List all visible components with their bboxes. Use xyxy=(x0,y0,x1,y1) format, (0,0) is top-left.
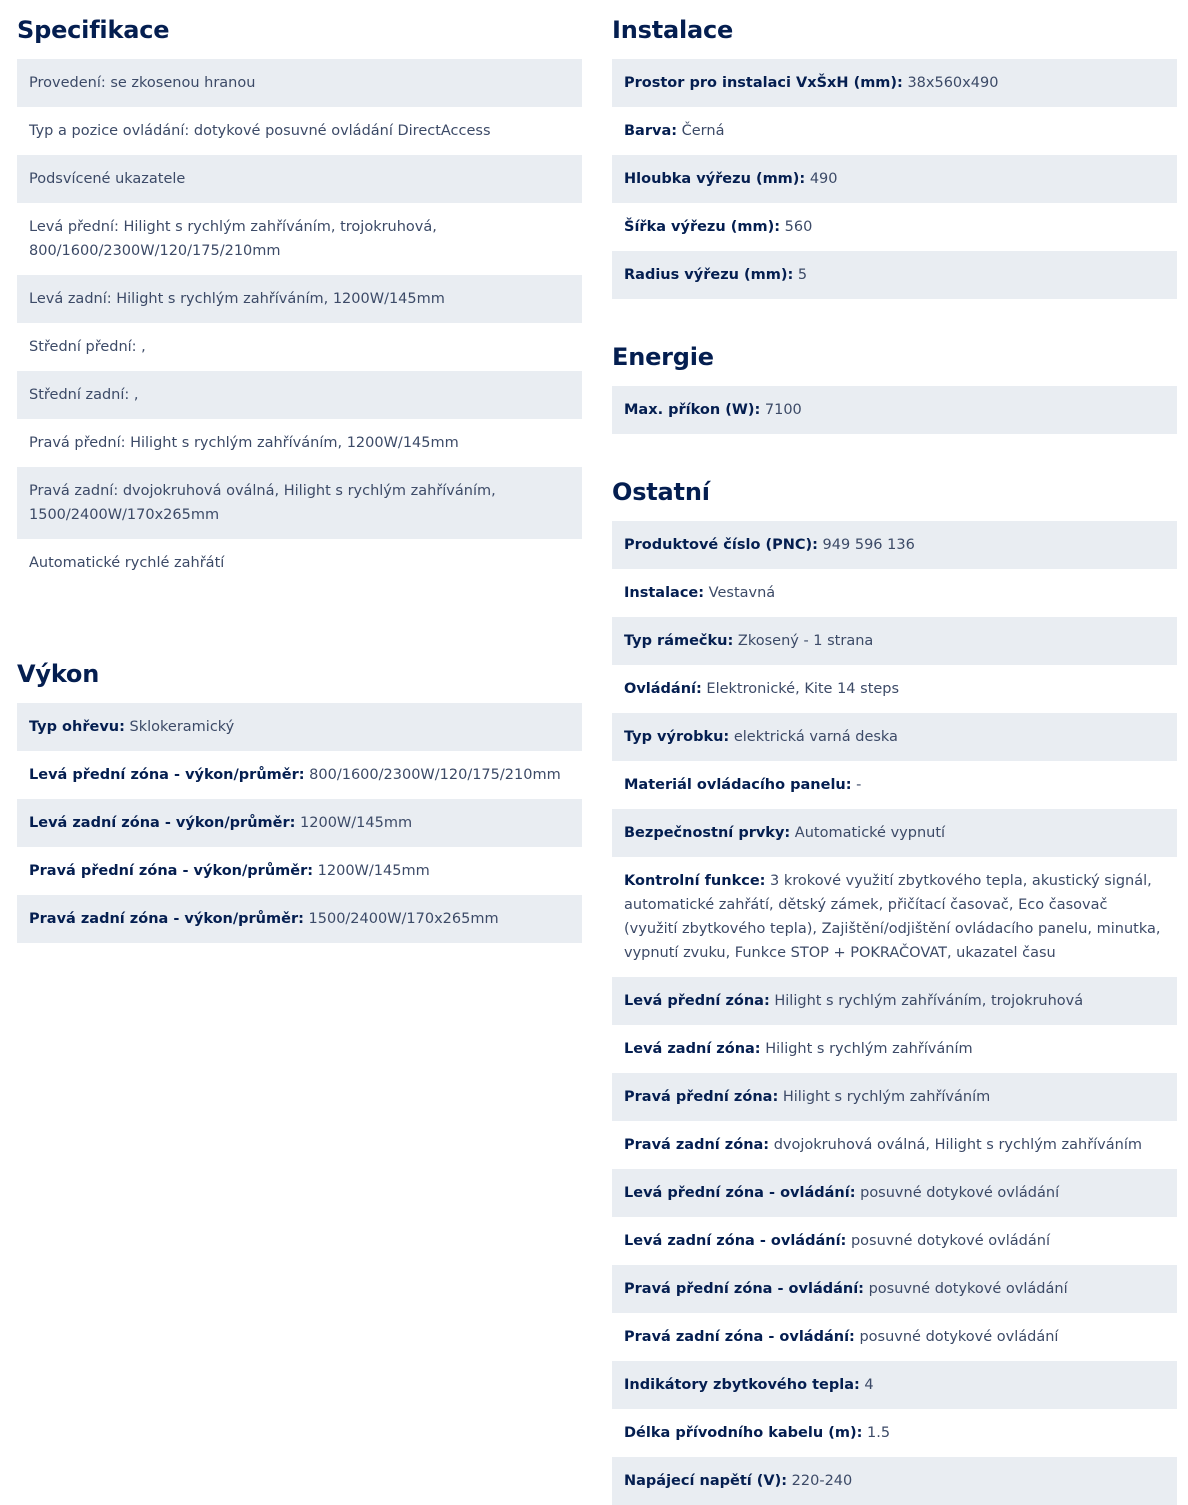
row-value: - xyxy=(851,777,862,793)
section-title-vykon: Výkon xyxy=(17,660,100,688)
row-value: 1200W/145mm xyxy=(313,863,430,879)
ostatni-row xyxy=(612,1025,1177,1073)
row-value: 800/1600/2300W/120/175/210mm xyxy=(304,767,561,783)
ostatni-row xyxy=(612,569,1177,617)
ostatni-row xyxy=(612,1457,1177,1505)
row-value: dvojokruhová oválná, Hilight s rychlým zahříváním xyxy=(769,1137,1142,1153)
row-label: Levá přední zóna - výkon/průměr: xyxy=(29,767,305,783)
ostatni-row xyxy=(612,1073,1177,1121)
ostatni-row xyxy=(612,809,1177,857)
section-title-specifikace: Specifikace xyxy=(17,16,170,44)
ostatni-row xyxy=(612,713,1177,761)
row-label: Pravá zadní zóna: xyxy=(624,1137,770,1153)
ostatni-row xyxy=(612,1217,1177,1265)
row-value: Černá xyxy=(677,123,725,139)
instalace-row xyxy=(612,107,1177,155)
spec-row: Pravá zadní: dvojokruhová oválná, Hilight s rychlým zahříváním, 1500/2400W/170x265mm xyxy=(17,467,582,539)
spec-row: Levá přední: Hilight s rychlým zahříváním, trojokruhová, 800/1600/2300W/120/175/210mm xyxy=(29,219,437,259)
ostatni-row xyxy=(612,1169,1177,1217)
left-column xyxy=(17,0,582,943)
specifikace-list xyxy=(17,59,582,587)
row-label: Délka přívodního kabelu (m): xyxy=(624,1425,863,1441)
row-label: Levá přední zóna - ovládání: xyxy=(624,1185,856,1201)
spec-row: Automatické rychlé zahřátí xyxy=(29,555,225,571)
row-value: 5 xyxy=(793,267,808,283)
row-label: Pravá zadní zóna - ovládání: xyxy=(624,1329,855,1345)
ostatni-row xyxy=(612,521,1177,569)
row-label: Pravá přední zóna - výkon/průměr: xyxy=(29,863,314,879)
section-title-energie: Energie xyxy=(612,343,714,371)
vykon-row xyxy=(17,751,582,799)
row-label: Napájecí napětí (V): xyxy=(624,1473,788,1489)
row-label: Ovládání: xyxy=(624,681,702,697)
row-value: Automatické vypnutí xyxy=(790,825,946,841)
ostatni-row xyxy=(612,1121,1177,1169)
instalace-row xyxy=(612,203,1177,251)
row-value: posuvné dotykové ovládání xyxy=(854,1329,1059,1345)
row-value: posuvné dotykové ovládání xyxy=(863,1281,1068,1297)
row-value: 560 xyxy=(780,219,813,235)
row-value: 38x560x490 xyxy=(902,75,999,91)
row-value: Zkosený - 1 strana xyxy=(733,633,874,649)
row-label: Produktové číslo (PNC): xyxy=(624,537,818,553)
row-value: 1200W/145mm xyxy=(295,815,413,831)
row-value: Hilight s rychlým zahříváním, trojokruhová xyxy=(769,993,1084,1009)
row-label: Pravá zadní zóna - výkon/průměr: xyxy=(29,911,304,927)
row-value: Vestavná xyxy=(704,585,776,601)
energie-list xyxy=(612,386,1177,434)
row-label: Materiál ovládacího panelu: xyxy=(624,777,852,793)
ostatni-row xyxy=(612,1265,1177,1313)
row-label: Kontrolní funkce: xyxy=(624,873,766,889)
row-label: Barva: xyxy=(624,123,678,139)
spec-row: Pravá přední: Hilight s rychlým zahříváním, 1200W/145mm xyxy=(29,435,459,451)
row-label: Pravá přední zóna - ovládání: xyxy=(624,1281,864,1297)
ostatni-row xyxy=(612,761,1177,809)
ostatni-row xyxy=(612,1409,1177,1457)
row-label: Indikátory zbytkového tepla: xyxy=(624,1377,860,1393)
row-label: Prostor pro instalaci VxŠxH (mm): xyxy=(624,75,903,91)
row-value: posuvné dotykové ovládání xyxy=(846,1233,1050,1249)
instalace-row xyxy=(612,155,1177,203)
instalace-list xyxy=(612,59,1177,299)
row-value: Elektronické, Kite 14 steps xyxy=(701,681,900,697)
row-value: 1.5 xyxy=(862,1425,891,1441)
row-value: 3 krokové využití zbytkového tepla, akustický signál, automatické zahřátí, dětský zámek, přičítací časovač, Eco časovač (využití zbytkového tepla), Zajištění/odjištění ovládacího panelu, minutka, vypnutí zvuku, Funkce STOP + POKRAČOVAT, ukazatel času xyxy=(624,873,1161,961)
spec-row: Střední přední: , xyxy=(29,339,146,355)
energie-row xyxy=(612,386,1177,434)
row-label: Levá zadní zóna: xyxy=(624,1041,761,1057)
instalace-row xyxy=(612,251,1177,299)
instalace-row xyxy=(612,59,1177,107)
row-label: Max. příkon (W): xyxy=(624,402,761,418)
row-value: elektrická varná deska xyxy=(729,729,898,745)
section-title-ostatni: Ostatní xyxy=(612,478,710,506)
row-label: Hloubka výřezu (mm): xyxy=(624,171,806,187)
ostatni-row xyxy=(612,1313,1177,1361)
row-label: Levá přední zóna: xyxy=(624,993,770,1009)
row-label: Levá zadní zóna - ovládání: xyxy=(624,1233,847,1249)
row-value: Sklokeramický xyxy=(124,719,235,735)
vykon-row xyxy=(17,895,582,943)
spec-row: Podsvícené ukazatele xyxy=(17,155,582,203)
ostatni-row xyxy=(612,617,1177,665)
row-value: Hilight s rychlým zahříváním xyxy=(778,1089,991,1105)
ostatni-row xyxy=(612,977,1177,1025)
row-label: Pravá přední zóna: xyxy=(624,1089,779,1105)
row-value: 4 xyxy=(859,1377,874,1393)
section-title-instalace: Instalace xyxy=(612,16,734,44)
row-label: Typ ohřevu: xyxy=(29,719,125,735)
spec-row: Typ a pozice ovládání: dotykové posuvné ovládání DirectAccess xyxy=(29,123,491,139)
ostatni-row xyxy=(612,1361,1177,1409)
row-value: 949 596 136 xyxy=(817,537,915,553)
vykon-row xyxy=(17,847,582,895)
vykon-row xyxy=(17,703,582,751)
row-label: Levá zadní zóna - výkon/průměr: xyxy=(29,815,296,831)
spec-row: Levá zadní: Hilight s rychlým zahříváním, 1200W/145mm xyxy=(17,275,582,323)
vykon-row xyxy=(17,799,582,847)
row-label: Instalace: xyxy=(624,585,705,601)
row-label: Radius výřezu (mm): xyxy=(624,267,794,283)
row-label: Typ výrobku: xyxy=(624,729,730,745)
row-label: Bezpečnostní prvky: xyxy=(624,825,791,841)
row-value: 1500/2400W/170x265mm xyxy=(303,911,499,927)
row-value: 220-240 xyxy=(787,1473,853,1489)
row-value: posuvné dotykové ovládání xyxy=(855,1185,1060,1201)
row-value: Hilight s rychlým zahříváním xyxy=(760,1041,973,1057)
ostatni-list xyxy=(612,521,1177,1505)
spec-row: Střední zadní: , xyxy=(17,371,582,419)
right-column xyxy=(612,0,1177,1505)
row-label: Typ rámečku: xyxy=(624,633,734,649)
row-value: 490 xyxy=(805,171,838,187)
ostatni-row xyxy=(612,857,1177,977)
spec-row: Provedení: se zkosenou hranou xyxy=(17,59,582,107)
vykon-list xyxy=(17,703,582,943)
row-label: Šířka výřezu (mm): xyxy=(624,219,781,235)
row-value: 7100 xyxy=(760,402,802,418)
ostatni-row xyxy=(612,665,1177,713)
